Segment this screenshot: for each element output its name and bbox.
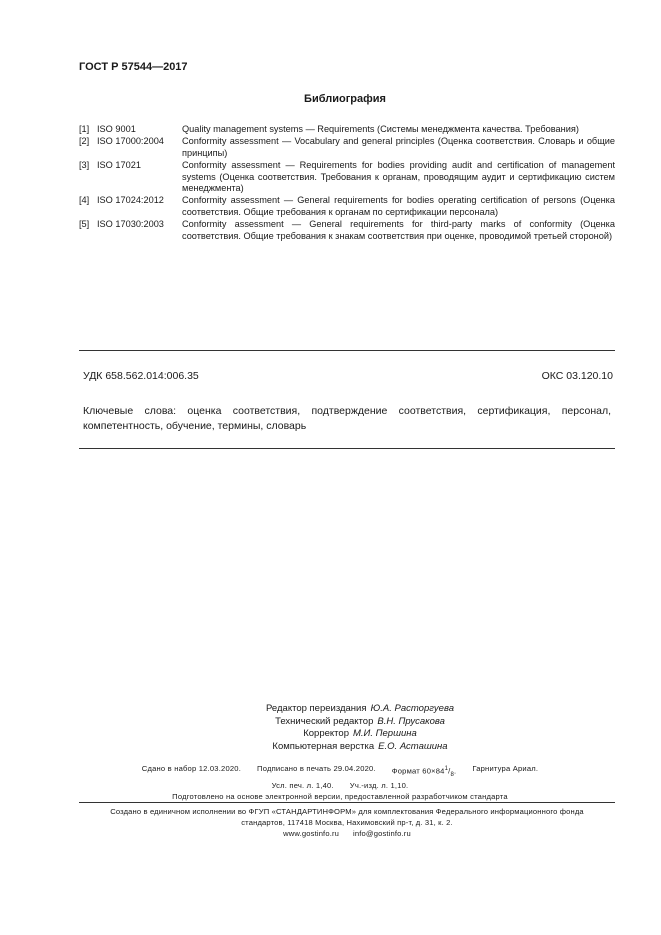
bibliography-number: [4] <box>79 195 90 206</box>
imprint-typeface: Гарнитура Ариал. <box>472 764 539 773</box>
bibliography-item <box>79 219 615 242</box>
udk-code: УДК 658.562.014:006.35 <box>83 370 199 382</box>
publisher-email-link[interactable]: info@gostinfo.ru <box>353 828 411 838</box>
imprint-submitted: Сдано в набор 12.03.2020. <box>141 764 242 773</box>
bibliography-code: ISO 17021 <box>97 160 141 171</box>
imprint-publ-sheets: Уч.-изд. л. 1,10. <box>349 780 409 790</box>
bibliography-number: [1] <box>79 124 90 134</box>
credit-proofreader <box>200 728 520 741</box>
bibliography-text: Conformity assessment — Vocabulary and general principles (Оценка соответствия. Словарь и общие принципы) <box>182 136 615 158</box>
bibliography-item <box>79 195 615 218</box>
bibliography-code: ISO 17030:2003 <box>97 219 164 230</box>
credit-name: Ю.А. Расторгуева <box>370 703 454 714</box>
credit-name: В.Н. Прусакова <box>377 715 445 727</box>
bibliography-number: [3] <box>79 160 90 171</box>
bibliography-code: ISO 17024:2012 <box>97 195 164 206</box>
credit-role: Технический редактор <box>275 715 374 727</box>
divider-top <box>79 350 615 351</box>
imprint-row-3 <box>90 792 590 803</box>
credit-tech-editor <box>200 716 520 729</box>
imprint <box>90 764 590 802</box>
bibliography-item <box>79 124 615 135</box>
credit-layout <box>200 741 520 754</box>
imprint-row-2 <box>90 781 590 792</box>
bibliography-list <box>79 124 615 243</box>
bibliography-code: ISO 17000:2004 <box>97 136 164 147</box>
credit-editor <box>200 703 520 716</box>
standard-code: ГОСТ Р 57544—2017 <box>79 61 188 73</box>
credit-name: Е.О. Асташина <box>378 740 448 752</box>
bibliography-text: Quality management systems — Requirements (Системы менеджмента качества. Требования) <box>182 124 579 134</box>
bibliography-text: Conformity assessment — General requirements for bodies operating certification of persons (Оценка соответствия. Общие требования к органам по сертификации персонала) <box>182 195 615 217</box>
bibliography-text: Conformity assessment — Requirements for bodies providing audit and certification of management systems (Оценка соответствия. Требования к органам, проводящим аудит и сертификацию систем менеджмента) <box>182 160 615 194</box>
oks-code: ОКС 03.120.10 <box>541 370 613 382</box>
imprint-format-dot: . <box>454 766 457 776</box>
bibliography-item <box>79 160 615 194</box>
keywords: Ключевые слова: оценка соответствия, подтверждение соответствия, сертификация, персонал, компетентность, обучение, термины, словарь <box>83 405 611 432</box>
bibliography-number: [2] <box>79 136 90 147</box>
credit-name: М.И. Першина <box>352 728 417 740</box>
divider-bottom <box>79 448 615 449</box>
bibliography-text: Conformity assessment — General requirements for third-party marks of conformity (Оценка соответствия. Общие требования к знакам соответствия при оценке, проводимой третьей стороной) <box>182 219 615 241</box>
imprint-format-sub: 8 <box>450 772 454 779</box>
credits <box>200 703 520 753</box>
credit-role: Корректор <box>303 728 349 740</box>
imprint-signed: Подписано в печать 29.04.2020. <box>257 764 376 773</box>
publisher-line-1: Создано в единичном исполнении во ФГУП «СТАНДАРТИНФОРМ» для комплектования Федерального информационного фонда <box>110 807 584 816</box>
bibliography-code: ISO 9001 <box>97 124 136 134</box>
publisher-line-2: стандартов, 117418 Москва, Нахимовский пр-т, д. 31, к. 2. <box>241 817 453 827</box>
imprint-row-1 <box>90 764 590 781</box>
imprint-prepared: Подготовлено на основе электронной версии, предоставленной разработчиком стандарта <box>172 791 508 801</box>
imprint-print-sheets: Усл. печ. л. 1,40. <box>271 780 334 790</box>
bibliography-item <box>79 136 615 159</box>
credit-role: Компьютерная верстка <box>272 740 375 752</box>
publisher-site-link[interactable]: www.gostinfo.ru <box>283 828 340 838</box>
publisher-info <box>79 807 615 839</box>
imprint-format-sup: 1 <box>444 766 449 772</box>
bibliography-number: [5] <box>79 219 90 230</box>
divider-publisher <box>79 802 615 803</box>
imprint-format: Формат $60\times 84^1/_8$. <box>391 766 457 779</box>
credit-role: Редактор переиздания <box>266 703 367 714</box>
publisher-links <box>79 829 615 840</box>
imprint-format-text: Формат 60×84 <box>391 766 445 776</box>
bibliography-title: Библиография <box>304 93 386 105</box>
